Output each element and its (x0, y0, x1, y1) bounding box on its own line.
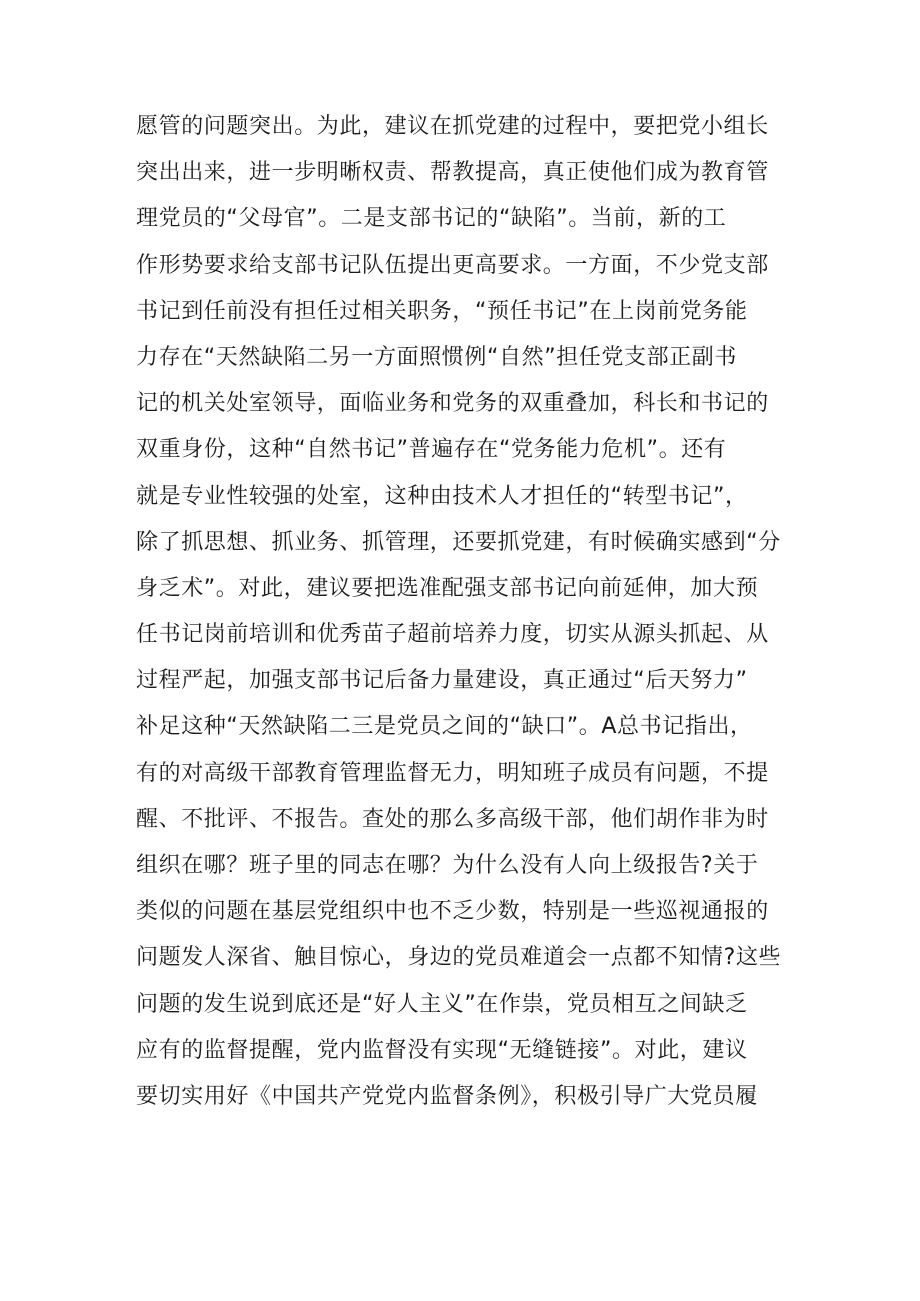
text-line: 问题发人深省、触目惊心，身边的党员难道会一点都不知情?这些 (136, 945, 782, 971)
text-line: 类似的问题在基层党组织中也不乏少数，特别是一些巡视通报的 (136, 899, 769, 925)
text-line: 身乏术”。对此，建议要把选准配强支部书记向前延伸，加大预 (136, 575, 759, 601)
text-line: 就是专业性较强的处室，这种由技术人才担任的“转型书记”， (136, 483, 748, 509)
text-line: 突出出来，进一步明晰权责、帮教提高，真正使他们成为教育管 (136, 160, 769, 186)
text-line: 要切实用好《中国共产党党内监督条例》，积极引导广大党员履 (136, 1083, 758, 1109)
text-line: 问题的发生说到底还是“好人主义”在作祟，党员相互之间缺乏 (136, 991, 748, 1017)
text-line: 过程严起，加强支部书记后备力量建设，真正通过“后天努力” (136, 668, 748, 694)
text-line: 双重身份，这种“自然书记”普遍存在“党务能力危机”。还有 (136, 437, 727, 463)
text-line: 力存在“天然缺陷二另一方面照惯例“自然”担任党支部正副书 (136, 344, 737, 370)
body-text (136, 104, 792, 1120)
text-line: 书记到任前没有担任过相关职务，“预任书记”在上岗前党务能 (136, 298, 748, 324)
text-line: 理党员的“父母官”。二是支部书记的“缺陷”。当前，新的工 (136, 206, 727, 232)
text-line: 愿管的问题突出。为此，建议在抓党建的过程中，要把党小组长 (136, 114, 769, 139)
text-line: 补足这种“天然缺陷二三是党员之间的“缺口”。A总书记指出， (136, 714, 753, 740)
text-line: 任书记岗前培训和优秀苗子超前培养力度，切实从源头抓起、从 (136, 622, 769, 648)
text-line: 有的对高级干部教育管理监督无力，明知班子成员有问题，不提 (136, 760, 769, 786)
text-line: 醒、不批评、不报告。查处的那么多高级干部，他们胡作非为时 (136, 806, 769, 832)
text-line: 应有的监督提醒，党内监督没有实现“无缝链接”。对此，建议 (136, 1037, 748, 1063)
text-line: 记的机关处室领导，面临业务和党务的双重叠加，科长和书记的 (136, 391, 769, 417)
text-line: 除了抓思想、抓业务、抓管理，还要抓党建，有时候确实感到“分 (136, 529, 781, 555)
text-line: 作形势要求给支部书记队伍提出更高要求。一方面，不少党支部 (136, 252, 769, 278)
text-line: 组织在哪？班子里的同志在哪？为什么没有人向上级报告?关于 (136, 853, 759, 878)
